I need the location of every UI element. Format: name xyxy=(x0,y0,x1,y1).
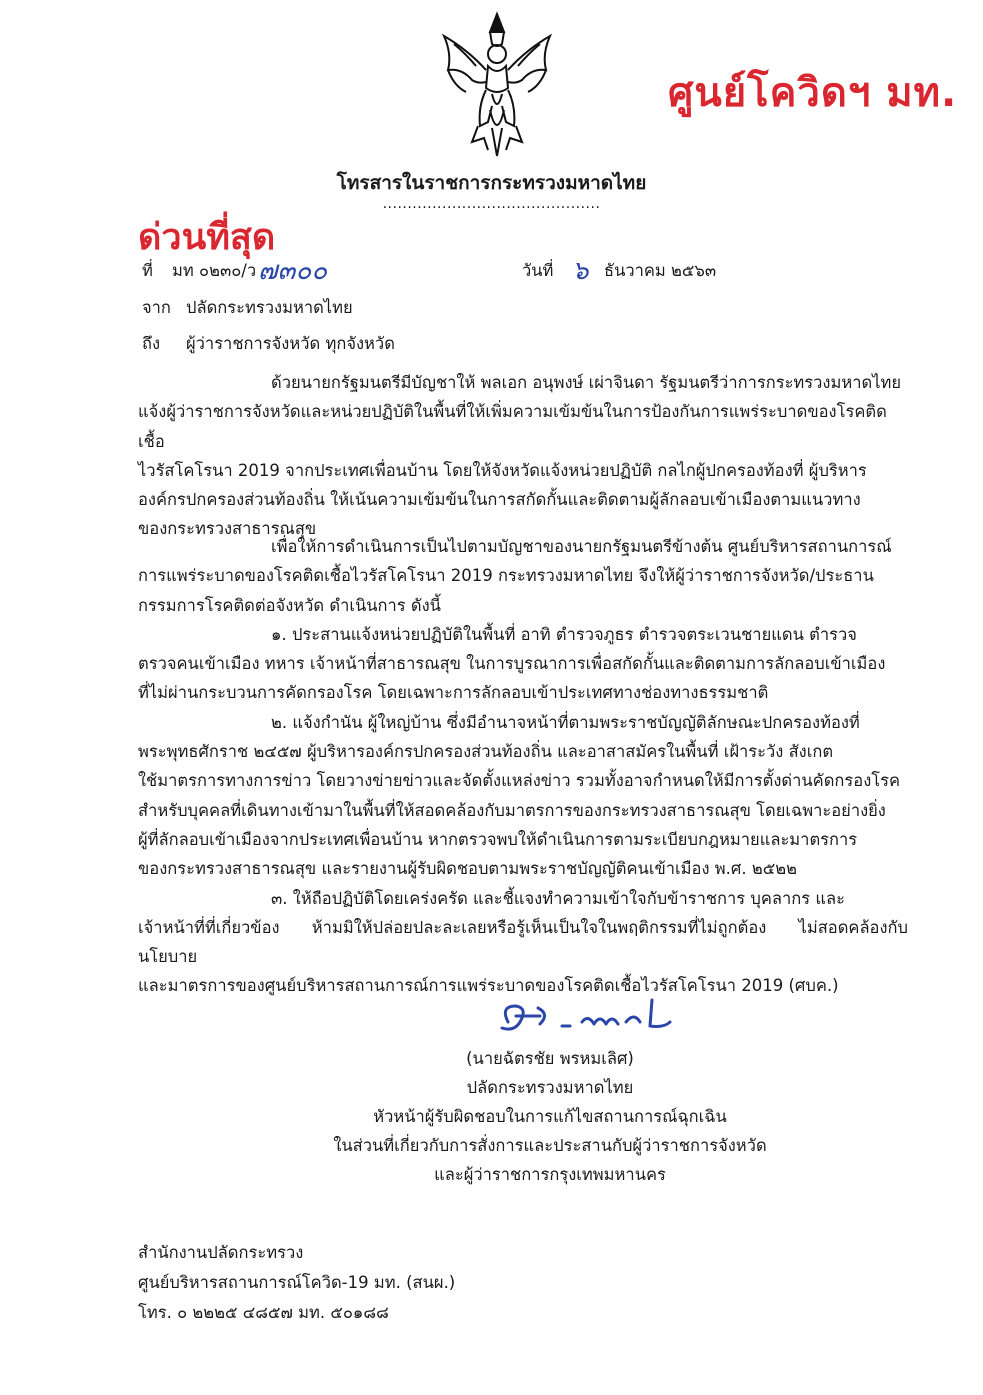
title-dotted-line: ............................................ xyxy=(382,196,601,212)
urgent-label: ด่วนที่สุด xyxy=(138,217,276,258)
signer-role-1: หัวหน้าผู้รับผิดชอบในการแก้ไขสถานการณ์ฉุกเฉิน xyxy=(373,1107,727,1126)
p2-item-1: ๑. ประสานแจ้งหน่วยปฏิบัติในพื้นที่ อาทิ ตำรวจภูธร ตำรวจตระเวนชายแดน ตำรวจ xyxy=(271,624,857,644)
p2-line: พระพุทธศักราช ๒๔๕๗ ผู้บริหารองค์กรปกครองส่วนท้องถิ่น และอาสาสมัครในพื้นที่ เฝ้าระวัง สังเกต xyxy=(138,742,834,762)
p2-line: ตรวจคนเข้าเมือง ทหาร เจ้าหน้าที่สาธารณสุข ในการบูรณาการเพื่อสกัดกั้นและติดตามการลักลอบเข้าเมือง xyxy=(138,654,886,674)
footer-center: ศูนย์บริหารสถานการณ์โควิด-19 มท. (สนผ.) xyxy=(138,1273,456,1292)
footer-office: สำนักงานปลัดกระทรวง xyxy=(138,1243,304,1262)
body-paragraph-2 xyxy=(138,532,908,1001)
p2-line: ผู้ที่ลักลอบเข้าเมืองจากประเทศเพื่อนบ้าน หากตรวจพบให้ดำเนินการตามระเบียบกฎหมายและมาตรการ xyxy=(138,829,858,849)
p2-line: ที่ไม่ผ่านกระบวนการคัดกรองโรค โดยเฉพาะการลักลอบเข้าประเทศทางช่องทางธรรมชาติ xyxy=(138,683,769,703)
p2-line: ของกระทรวงสาธารณสุข และรายงานผู้รับผิดชอบตามพระราชบัญญัติคนเข้าเมือง พ.ศ. ๒๕๒๒ xyxy=(138,859,797,879)
date-value: ธันวาคม ๒๕๖๓ xyxy=(604,261,717,280)
to-value: ผู้ว่าราชการจังหวัด ทุกจังหวัด xyxy=(186,334,395,353)
document-title: โทรสารในราชการกระทรวงมหาดไทย xyxy=(336,172,647,194)
date-label: วันที่ xyxy=(522,261,554,280)
to-label: ถึง xyxy=(142,334,161,353)
footer-phone: โทร. ๐ ๒๒๒๕ ๔๘๕๗ มท. ๕๐๑๘๘ xyxy=(138,1303,389,1322)
covid-center-stamp: ศูนย์โควิดฯ มท. xyxy=(668,70,958,116)
p1-line: ของกระทรวงสาธารณสุข xyxy=(138,519,317,539)
signer-role-3: และผู้ว่าราชการกรุงเทพมหานคร xyxy=(434,1165,666,1184)
from-value: ปลัดกระทรวงมหาดไทย xyxy=(186,298,353,317)
p2-line: เพื่อให้การดำเนินการเป็นไปตามบัญชาของนายกรัฐมนตรีข้างต้น ศูนย์บริหารสถานการณ์ xyxy=(271,537,892,556)
signer-role-2: ในส่วนที่เกี่ยวกับการสั่งการและประสานกับผู้ว่าราชการจังหวัด xyxy=(333,1136,767,1155)
signer-name: (นายฉัตรชัย พรหมเลิศ) xyxy=(466,1049,634,1068)
p2-line: และมาตรการของศูนย์บริหารสถานการณ์การแพร่ระบาดของโรคติดเชื้อไวรัสโคโรนา 2019 (ศบค.) xyxy=(138,976,839,996)
date-day-handwritten: ๖ xyxy=(572,256,589,286)
p2-line: สำหรับบุคคลที่เดินทางเข้ามาในพื้นที่ให้สอดคล้องกับมาตรการของกระทรวงสาธารณสุข โดยเฉพาะอย่างยิ่ง xyxy=(138,800,886,820)
doc-number-handwritten: ๗๓๐๐ xyxy=(258,256,328,286)
p1-line: แจ้งผู้ว่าราชการจังหวัดและหน่วยปฏิบัติในพื้นที่ให้เพิ่มความเข้มข้นในการป้องกันการแพร่ระบาดของโรคติดเชื้อ xyxy=(138,402,887,451)
p1-line: ไวรัสโคโรนา 2019 จากประเทศเพื่อนบ้าน โดยให้จังหวัดแจ้งหน่วยปฏิบัติ กลไกผู้ปกครองท้องที่ ผู้บริหาร xyxy=(138,460,867,480)
p1-line: องค์กรปกครองส่วนท้องถิ่น ให้เน้นความเข้มข้นในการสกัดกั้นและติดตามผู้ลักลอบเข้าเมืองตามแนวทาง xyxy=(138,490,861,510)
p2-item-3: ๓. ให้ถือปฏิบัติโดยเคร่งครัด และชี้แจงทำความเข้าใจกับข้าราชการ บุคลากร และ xyxy=(271,888,845,908)
garuda-emblem-icon xyxy=(438,10,556,160)
p2-line: การแพร่ระบาดของโรคติดเชื้อไวรัสโคโรนา 2019 กระทรวงมหาดไทย จึงให้ผู้ว่าราชการจังหวัด/ประธาน xyxy=(138,566,874,586)
signer-position: ปลัดกระทรวงมหาดไทย xyxy=(466,1078,634,1097)
handwritten-signature-icon xyxy=(480,992,700,1044)
p2-line: ใช้มาตรการทางการข่าว โดยวางข่ายข่าวและจัดตั้งแหล่งข่าว รวมทั้งอาจกำหนดให้มีการตั้งด่านคัดกรองโรค xyxy=(138,771,901,791)
p2-line: กรรมการโรคติดต่อจังหวัด ดำเนินการ ดังนี้ xyxy=(138,595,441,615)
p2-line: เจ้าหน้าที่ที่เกี่ยวข้อง ห้ามมิให้ปล่อยปละละเลยหรือรู้เห็นเป็นใจในพฤติกรรมที่ไม่ถูกต้อง ไม่สอดคล้องกับนโยบาย xyxy=(138,917,908,967)
doc-number-value: มท ๐๒๓๐/ว xyxy=(172,261,257,280)
p1-line: ด้วยนายกรัฐมนตรีมีบัญชาให้ พลเอก อนุพงษ์ เผ่าจินดา รัฐมนตรีว่าการกระทรวงมหาดไทย xyxy=(271,373,902,392)
p2-item-2: ๒. แจ้งกำนัน ผู้ใหญ่บ้าน ซึ่งมีอำนาจหน้าที่ตามพระราชบัญญัติลักษณะปกครองท้องที่ xyxy=(271,712,860,732)
from-label: จาก xyxy=(142,298,171,317)
doc-number-label: ที่ xyxy=(142,261,153,280)
body-paragraph-1 xyxy=(138,368,908,544)
